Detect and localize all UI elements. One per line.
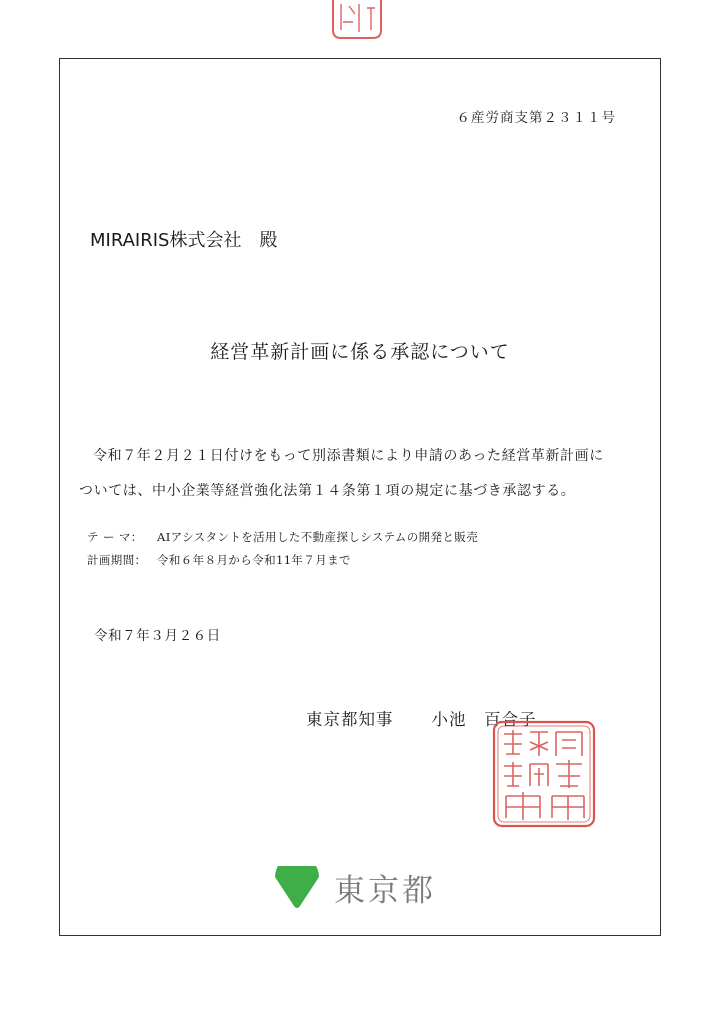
issue-date: 令和７年３月２６日 <box>94 628 221 644</box>
theme-row <box>87 529 478 545</box>
official-seal-stamp <box>492 720 596 828</box>
document-number: ６産労商支第２３１１号 <box>456 110 616 126</box>
document-frame <box>59 58 661 936</box>
period-label: 計画期間： <box>87 553 147 567</box>
period-row <box>87 552 351 568</box>
signer-name: 小池 百合子 <box>431 710 537 729</box>
period-value: 令和６年８月から令和11年７月まで <box>157 553 351 567</box>
ginkgo-leaf-icon <box>274 866 320 910</box>
body-line-2: ついては、中小企業等経営強化法第１４条第１項の規定に基づき承認する。 <box>79 483 576 499</box>
document-title: 経営革新計画に係る承認について <box>210 341 510 363</box>
body-line-1: 令和７年２月２１日付けをもって別添書類により申請のあった経営革新計画に <box>93 448 604 464</box>
theme-label: テ ー マ： <box>87 530 143 544</box>
logo-name: 東京都 <box>334 873 436 909</box>
signer-title: 東京都知事 <box>306 710 394 729</box>
page-top-seal-fragment <box>329 0 385 40</box>
theme-value: AIアシスタントを活用した不動産探しシステムの開発と販売 <box>157 530 479 544</box>
addressee: MIRAIRIS株式会社 殿 <box>90 230 278 251</box>
tokyo-logo <box>274 865 436 910</box>
